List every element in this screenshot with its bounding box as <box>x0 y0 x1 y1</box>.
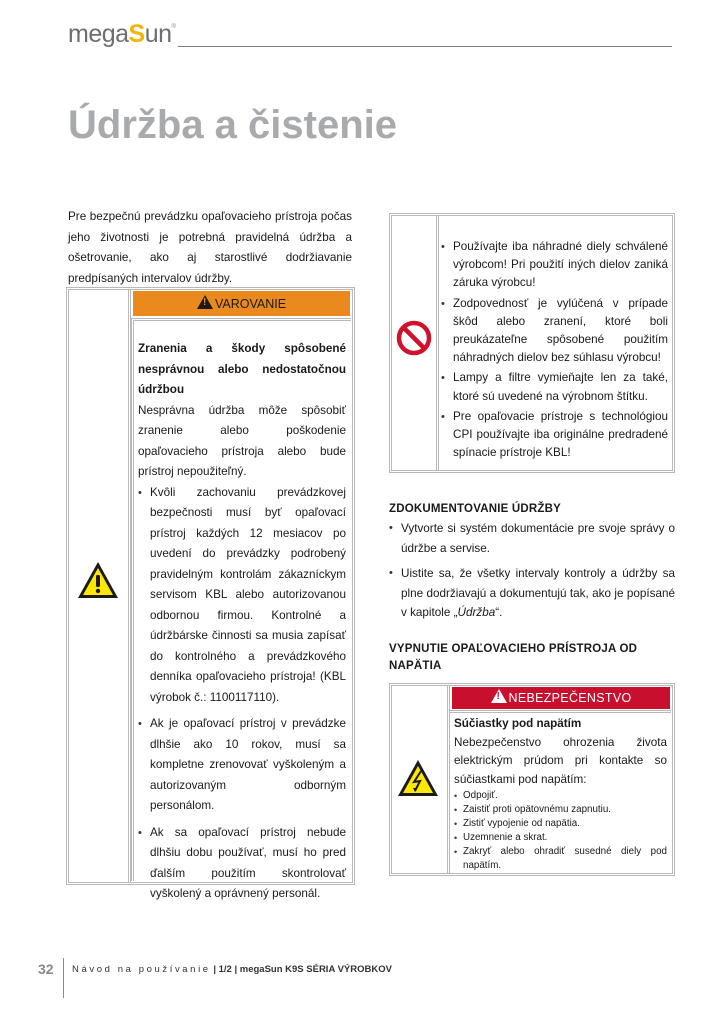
list-item: • Používajte iba náhradné diely schválené výrobcom! Pri použití iných dielov zaniká záruka výrobcu! <box>441 238 668 293</box>
danger-header-banner <box>452 687 670 709</box>
chapter-reference: Údržba <box>457 606 496 619</box>
registered-mark: ® <box>171 24 176 30</box>
intro-paragraph: Pre bezpečnú prevádzku opaľovacieho prístroja počas jeho životnosti je potrebná pravidelná údržba a ošetrovanie, ako aj starostlivé dodržiavanie predpísaných intervalov údržby. <box>68 210 352 285</box>
page-number: 32 <box>38 961 54 977</box>
logo-text-s: S <box>128 20 145 48</box>
documentation-heading: ZDOKUMENTOVANIE ÚDRŽBY <box>389 503 562 515</box>
warning-header-banner <box>133 291 350 316</box>
series-label: | 1/2 | megaSun K9S SÉRIA VÝROBKOV <box>213 964 392 975</box>
list-item: • Zaistiť proti opätovnému zapnutiu. <box>454 803 667 817</box>
danger-content <box>450 710 671 872</box>
danger-icon-column <box>392 686 450 873</box>
danger-header-label: NEBEZPEČENSTVO <box>508 691 632 705</box>
electrical-hazard-icon <box>396 758 440 798</box>
list-item <box>389 564 675 623</box>
warning-icon-column <box>69 290 131 882</box>
warning-content <box>131 318 351 900</box>
list-item: • Uzemnenie a skrat. <box>454 831 667 845</box>
warning-triangle-icon <box>76 560 120 600</box>
footer-text <box>72 964 392 975</box>
warning-description: Nesprávna údržba môže spôsobiť zranenie alebo poškodenie opaľovacieho prístroja alebo bude prístroj nepoužiteľný. <box>138 403 346 478</box>
item-text: Uistite sa, že všetky intervaly kontroly a údržby sa plne dodržiavajú a dokumentujú tak, ako je popísané v kapitole „ <box>401 567 675 619</box>
danger-description: Nebezpečenstvo ohrozenia života elektrickým prúdom pri kontakte so súčiastkami pod napätím: <box>454 735 667 786</box>
warning-title: Zranenia a škody spôsobené nesprávnou alebo nedostatočnou údržbou <box>138 342 346 396</box>
power-off-heading: VYPNUTIE OPAĽOVACIEHO PRÍSTROJA OD NAPÄTIA <box>389 643 638 672</box>
documentation-list <box>389 519 675 623</box>
danger-box <box>389 683 675 876</box>
warning-box <box>66 287 355 900</box>
logo-text-un: un <box>144 20 172 48</box>
list-item: • Ak sa opaľovací prístroj nebude dlhšiu dobu používať, musí ho pred ďalším použitím skontrolovať vyškolený a oprávnený personál. <box>138 823 346 905</box>
warning-header-label: VAROVANIE <box>214 297 287 311</box>
logo-text-mega: mega <box>68 20 129 48</box>
documentation-list-container <box>389 519 675 629</box>
list-item: • Pre opaľovacie prístroje s technológiou CPI používajte iba originálne predradené spínacie prístroje KBL! <box>441 408 668 463</box>
warning-list <box>138 483 346 905</box>
manual-label: Návod na používanie <box>72 964 211 975</box>
list-item: • Lampy a filtre vymieňajte len za také, ktoré sú uvedené na výrobnom štítku. <box>441 369 668 405</box>
danger-title: Súčiastky pod napätím <box>454 717 582 730</box>
list-item: • Zistiť vypojenie od napätia. <box>454 817 667 831</box>
prohibition-list <box>441 238 668 462</box>
list-item: • Kvôli zachovaniu prevádzkovej bezpečnosti musí byť opaľovací prístroj každých 12 mesiacov po uvedení do prevádzky podrobený pravidelným kontrolám zákazníckym servisom KBL alebo autorizovanou odbornou firmou. Kontrolné a údržbárske činnosti sa musia zapísať do kontrolného a prevádzkového denníka opaľovacieho prístroja! (KBL výrobok č.: 1100117110). <box>138 483 346 709</box>
list-item: • Vytvorte si systém dokumentácie pre svoje správy o údržbe a servise. <box>389 519 675 558</box>
list-item: • Ak je opaľovací prístroj v prevádzke dlhšie ako 10 rokov, musí sa kompletne zrenovovať vyškoleným a autorizovaným odborným personálom. <box>138 714 346 817</box>
list-item: • Zakryť alebo ohradiť susedné diely pod napätím. <box>454 845 667 873</box>
header-divider <box>178 46 672 47</box>
prohibition-icon <box>396 320 432 356</box>
item-text-end: “. <box>495 606 503 619</box>
page-title: Údržba a čistenie <box>68 103 398 147</box>
prohibition-icon-column <box>392 216 439 470</box>
prohibition-box <box>389 213 675 473</box>
brand-logo <box>68 20 175 49</box>
alert-triangle-icon <box>491 689 507 703</box>
list-item: • Odpojiť. <box>454 789 667 803</box>
footer-divider <box>63 958 64 998</box>
list-item: • Zodpovednosť je vylúčená v prípade škôd alebo zranení, ktoré boli preukázateľne spôsobené použitím náhradných dielov bez súhlasu výrobcu! <box>441 295 668 368</box>
danger-list <box>454 789 667 873</box>
prohibition-content <box>441 238 668 464</box>
alert-triangle-icon <box>197 295 213 309</box>
